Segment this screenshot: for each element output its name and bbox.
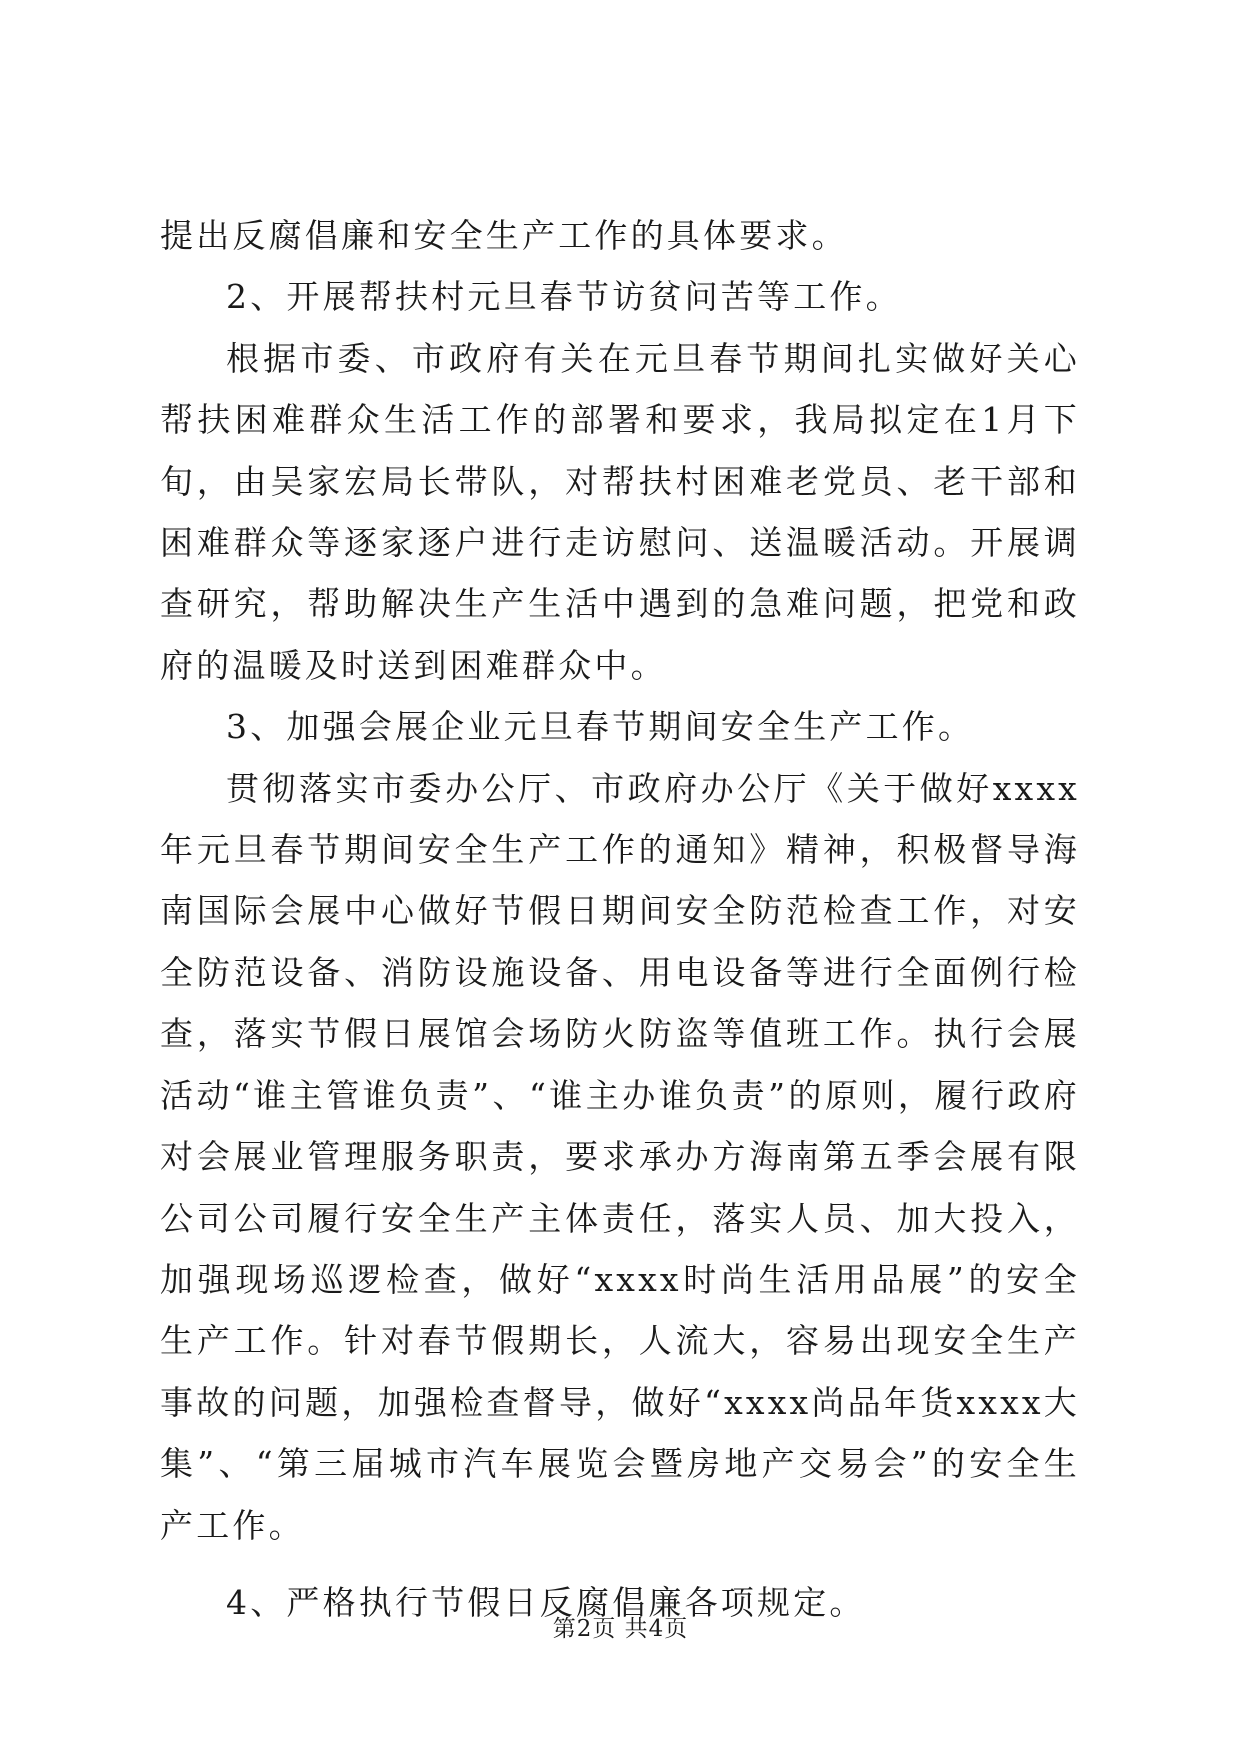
paragraph-visit-poverty: 根据市委、市政府有关在元旦春节期间扎实做好关心帮扶困难群众生活工作的部署和要求，我局拟定在1月下旬，由吴家宏局长带队，对帮扶村困难老党员、老干部和困难群众等逐家逐户进行走访慰问、送温暖活动。开展调查研究，帮助解决生产生活中遇到的急难问题，把党和政府的温暖及时送到困难群众中。 [160, 338, 1080, 685]
page-number: 第2页 共4页 [552, 1616, 689, 1642]
document-body [160, 205, 1080, 1633]
section-heading-3: 3、加强会展企业元旦春节期间安全生产工作。 [226, 707, 975, 747]
section-heading-2: 2、开展帮扶村元旦春节访贫问苦等工作。 [226, 277, 902, 317]
section-heading-4: 4、严格执行节假日反腐倡廉各项规定。 [226, 1582, 866, 1622]
page-footer [0, 1610, 1241, 1643]
paragraph-exhibition-safety: 贯彻落实市委办公厅、市政府办公厅《关于做好xxxx年元旦春节期间安全生产工作的通知》精神，积极督导海南国际会展中心做好节假日期间安全防范检查工作，对安全防范设备、消防设施设备、用电设备等进行全面例行检查，落实节假日展馆会场防火防盗等值班工作。执行会展活动“谁主管谁负责”、“谁主办谁负责”的原则，履行政府对会展业管理服务职责，要求承办方海南第五季会展有限公司公司履行安全生产主体责任，落实人员、加大投入，加强现场巡逻检查，做好“xxxx时尚生活用品展”的安全生产工作。针对春节假期长，人流大，容易出现安全生产事故的问题，加强检查督导，做好“xxxx尚品年货xxxx大集”、“第三届城市汽车展览会暨房地产交易会”的安全生产工作。 [160, 768, 1080, 1545]
paragraph-continuation: 提出反腐倡廉和安全生产工作的具体要求。 [160, 216, 848, 255]
